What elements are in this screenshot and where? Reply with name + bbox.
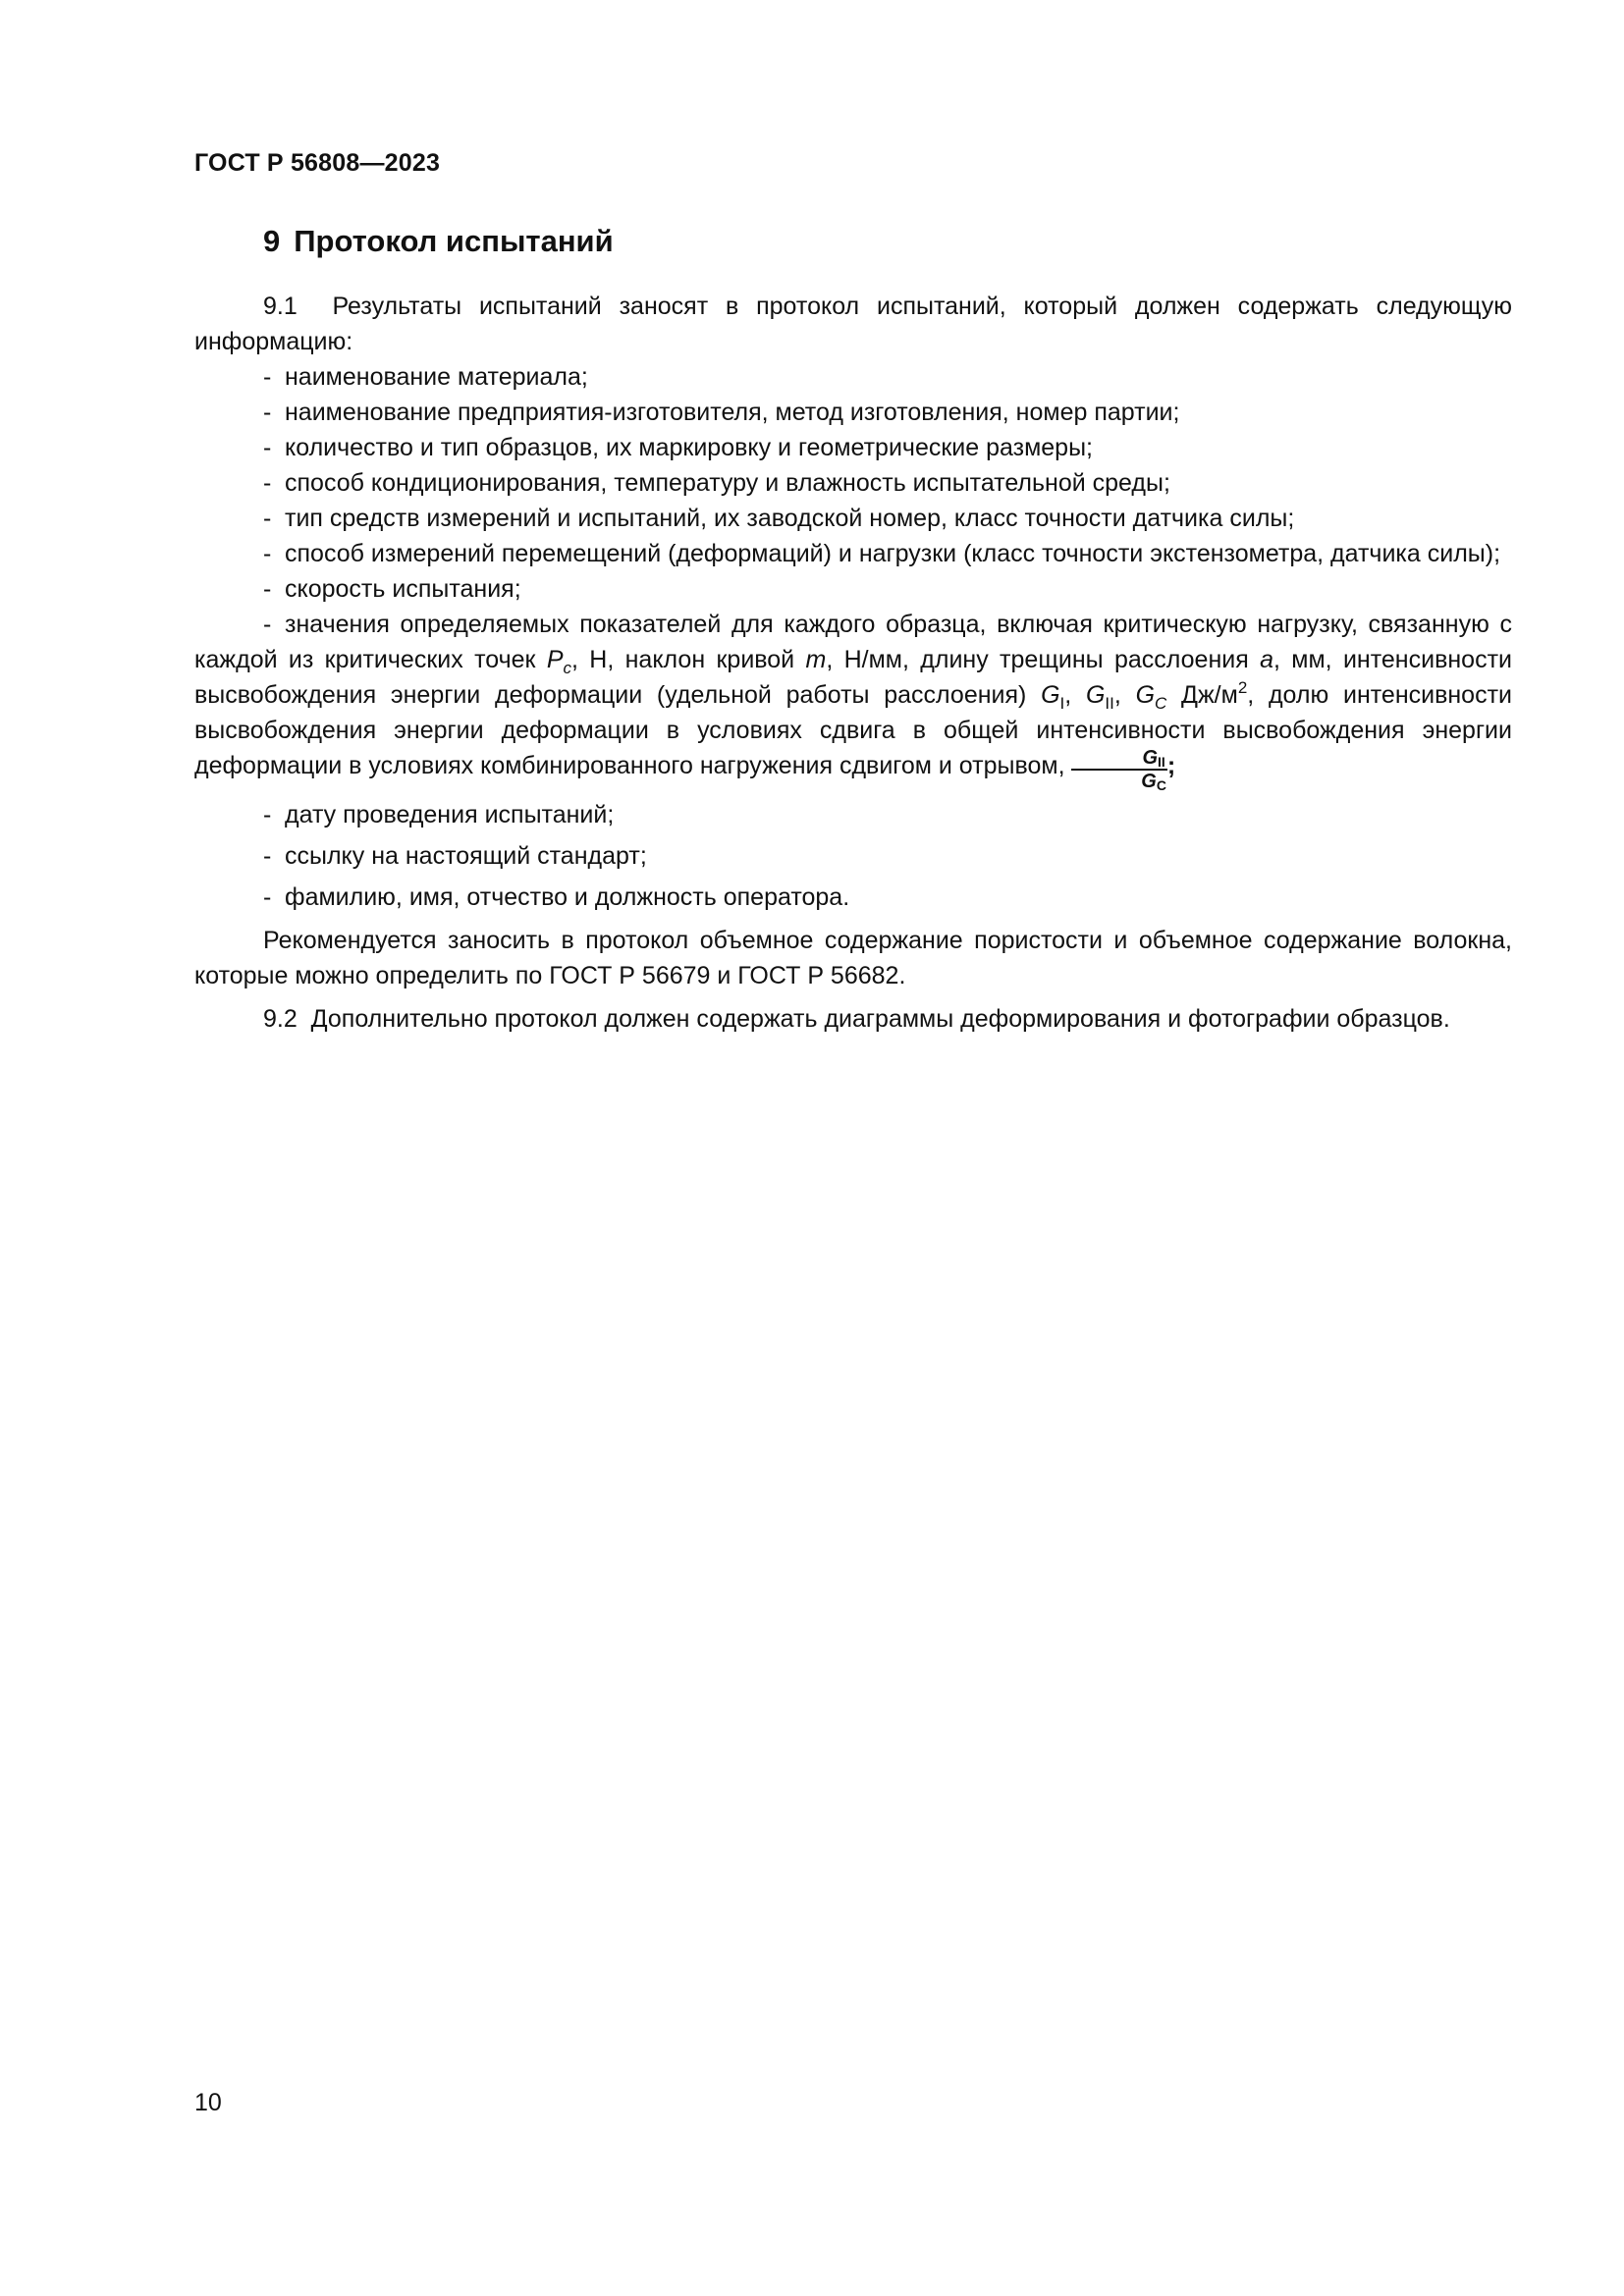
list-marker: - xyxy=(263,611,272,638)
fraction-denominator: $G_C$ xyxy=(1141,771,1166,793)
list-item-text: способ измерений перемещений (деформаций) и нагрузки (класс точности экстензометра, датчика силы); xyxy=(285,540,1501,567)
list-marker: - xyxy=(263,801,272,828)
list-item-values: - значения определяемых показателей для каждого образца, включая критическую нагрузку, связанную с каждой из критических точек $P_c$, Н, наклон кривой m, Н/мм, длину трещины расслоения a, мм, интенсивности высвобождения энергии деформации (удельной работы расслоения) $G_I$, $G_{II}$, $G_C$ $Дж/м^2$, долю интенсивности высвобождения энергии деформации в условиях сдвига в общей интенсивности высвобождения энергии деформации в условиях комбинированного нагружения сдвигом и отрывом, $\frac{G_{II}}{G_C}$ ; xyxy=(194,607,1512,791)
clause-text: Результаты испытаний заносят в протокол испытаний, который должен содержать следующую информацию: xyxy=(194,293,1512,355)
section-body xyxy=(194,289,1512,1037)
document-header: ГОСТ Р 56808—2023 xyxy=(194,149,441,177)
clause-9-1 xyxy=(194,289,1512,359)
list-marker: - xyxy=(263,399,272,426)
list-item xyxy=(194,395,1512,430)
clause-text: Дополнительно протокол должен содержать диаграммы деформирования и фотографии образцов. xyxy=(310,1005,1450,1033)
list-item xyxy=(194,880,1512,915)
list-item-text: скорость испытания; xyxy=(285,575,521,603)
recommendation-paragraph: Рекомендуется заносить в протокол объемное содержание пористости и объемное содержание волокна, которые можно определить по ГОСТ Р 56679 и ГОСТ Р 56682. xyxy=(194,927,1512,989)
list-marker: - xyxy=(263,842,272,870)
clause-number: 9.2 xyxy=(263,1005,298,1033)
list-marker: - xyxy=(263,434,272,461)
list-item xyxy=(194,536,1512,571)
list-marker: - xyxy=(263,469,272,497)
page-number: 10 xyxy=(194,2089,222,2116)
ratio-fraction xyxy=(1071,748,1166,791)
clause-9-2 xyxy=(194,1001,1512,1037)
fraction-numerator: $G_{II}$ xyxy=(1071,748,1166,771)
list-marker: - xyxy=(263,540,272,567)
list-item xyxy=(194,359,1512,395)
section-number: 9 xyxy=(263,224,281,258)
list-item-text: наименование предприятия-изготовителя, метод изготовления, номер партии; xyxy=(285,399,1180,426)
list-item-text: способ кондиционирования, температуру и влажность испытательной среды; xyxy=(285,469,1170,497)
list-item xyxy=(194,571,1512,607)
list-item-text: количество и тип образцов, их маркировку и геометрические размеры; xyxy=(285,434,1093,461)
requirements-list-continued xyxy=(194,797,1512,915)
list-item xyxy=(194,501,1512,536)
list-item xyxy=(194,838,1512,874)
list-marker: - xyxy=(263,575,272,603)
list-item xyxy=(194,430,1512,465)
list-item-text: фамилию, имя, отчество и должность оператора. xyxy=(285,883,850,911)
list-marker: - xyxy=(263,505,272,532)
list-marker: - xyxy=(263,883,272,911)
list-item xyxy=(194,797,1512,832)
list-item-text: дату проведения испытаний; xyxy=(285,801,615,828)
list-item-text: наименование материала; xyxy=(285,363,588,391)
list-item-text: ссылку на настоящий стандарт; xyxy=(285,842,647,870)
section-title xyxy=(263,224,614,259)
requirements-list xyxy=(194,359,1512,607)
clause-number: 9.1 xyxy=(263,293,298,320)
list-item-text: тип средств измерений и испытаний, их заводской номер, класс точности датчика силы; xyxy=(285,505,1295,532)
list-marker: - xyxy=(263,363,272,391)
list-item xyxy=(194,465,1512,501)
section-title-text: Протокол испытаний xyxy=(294,224,614,258)
